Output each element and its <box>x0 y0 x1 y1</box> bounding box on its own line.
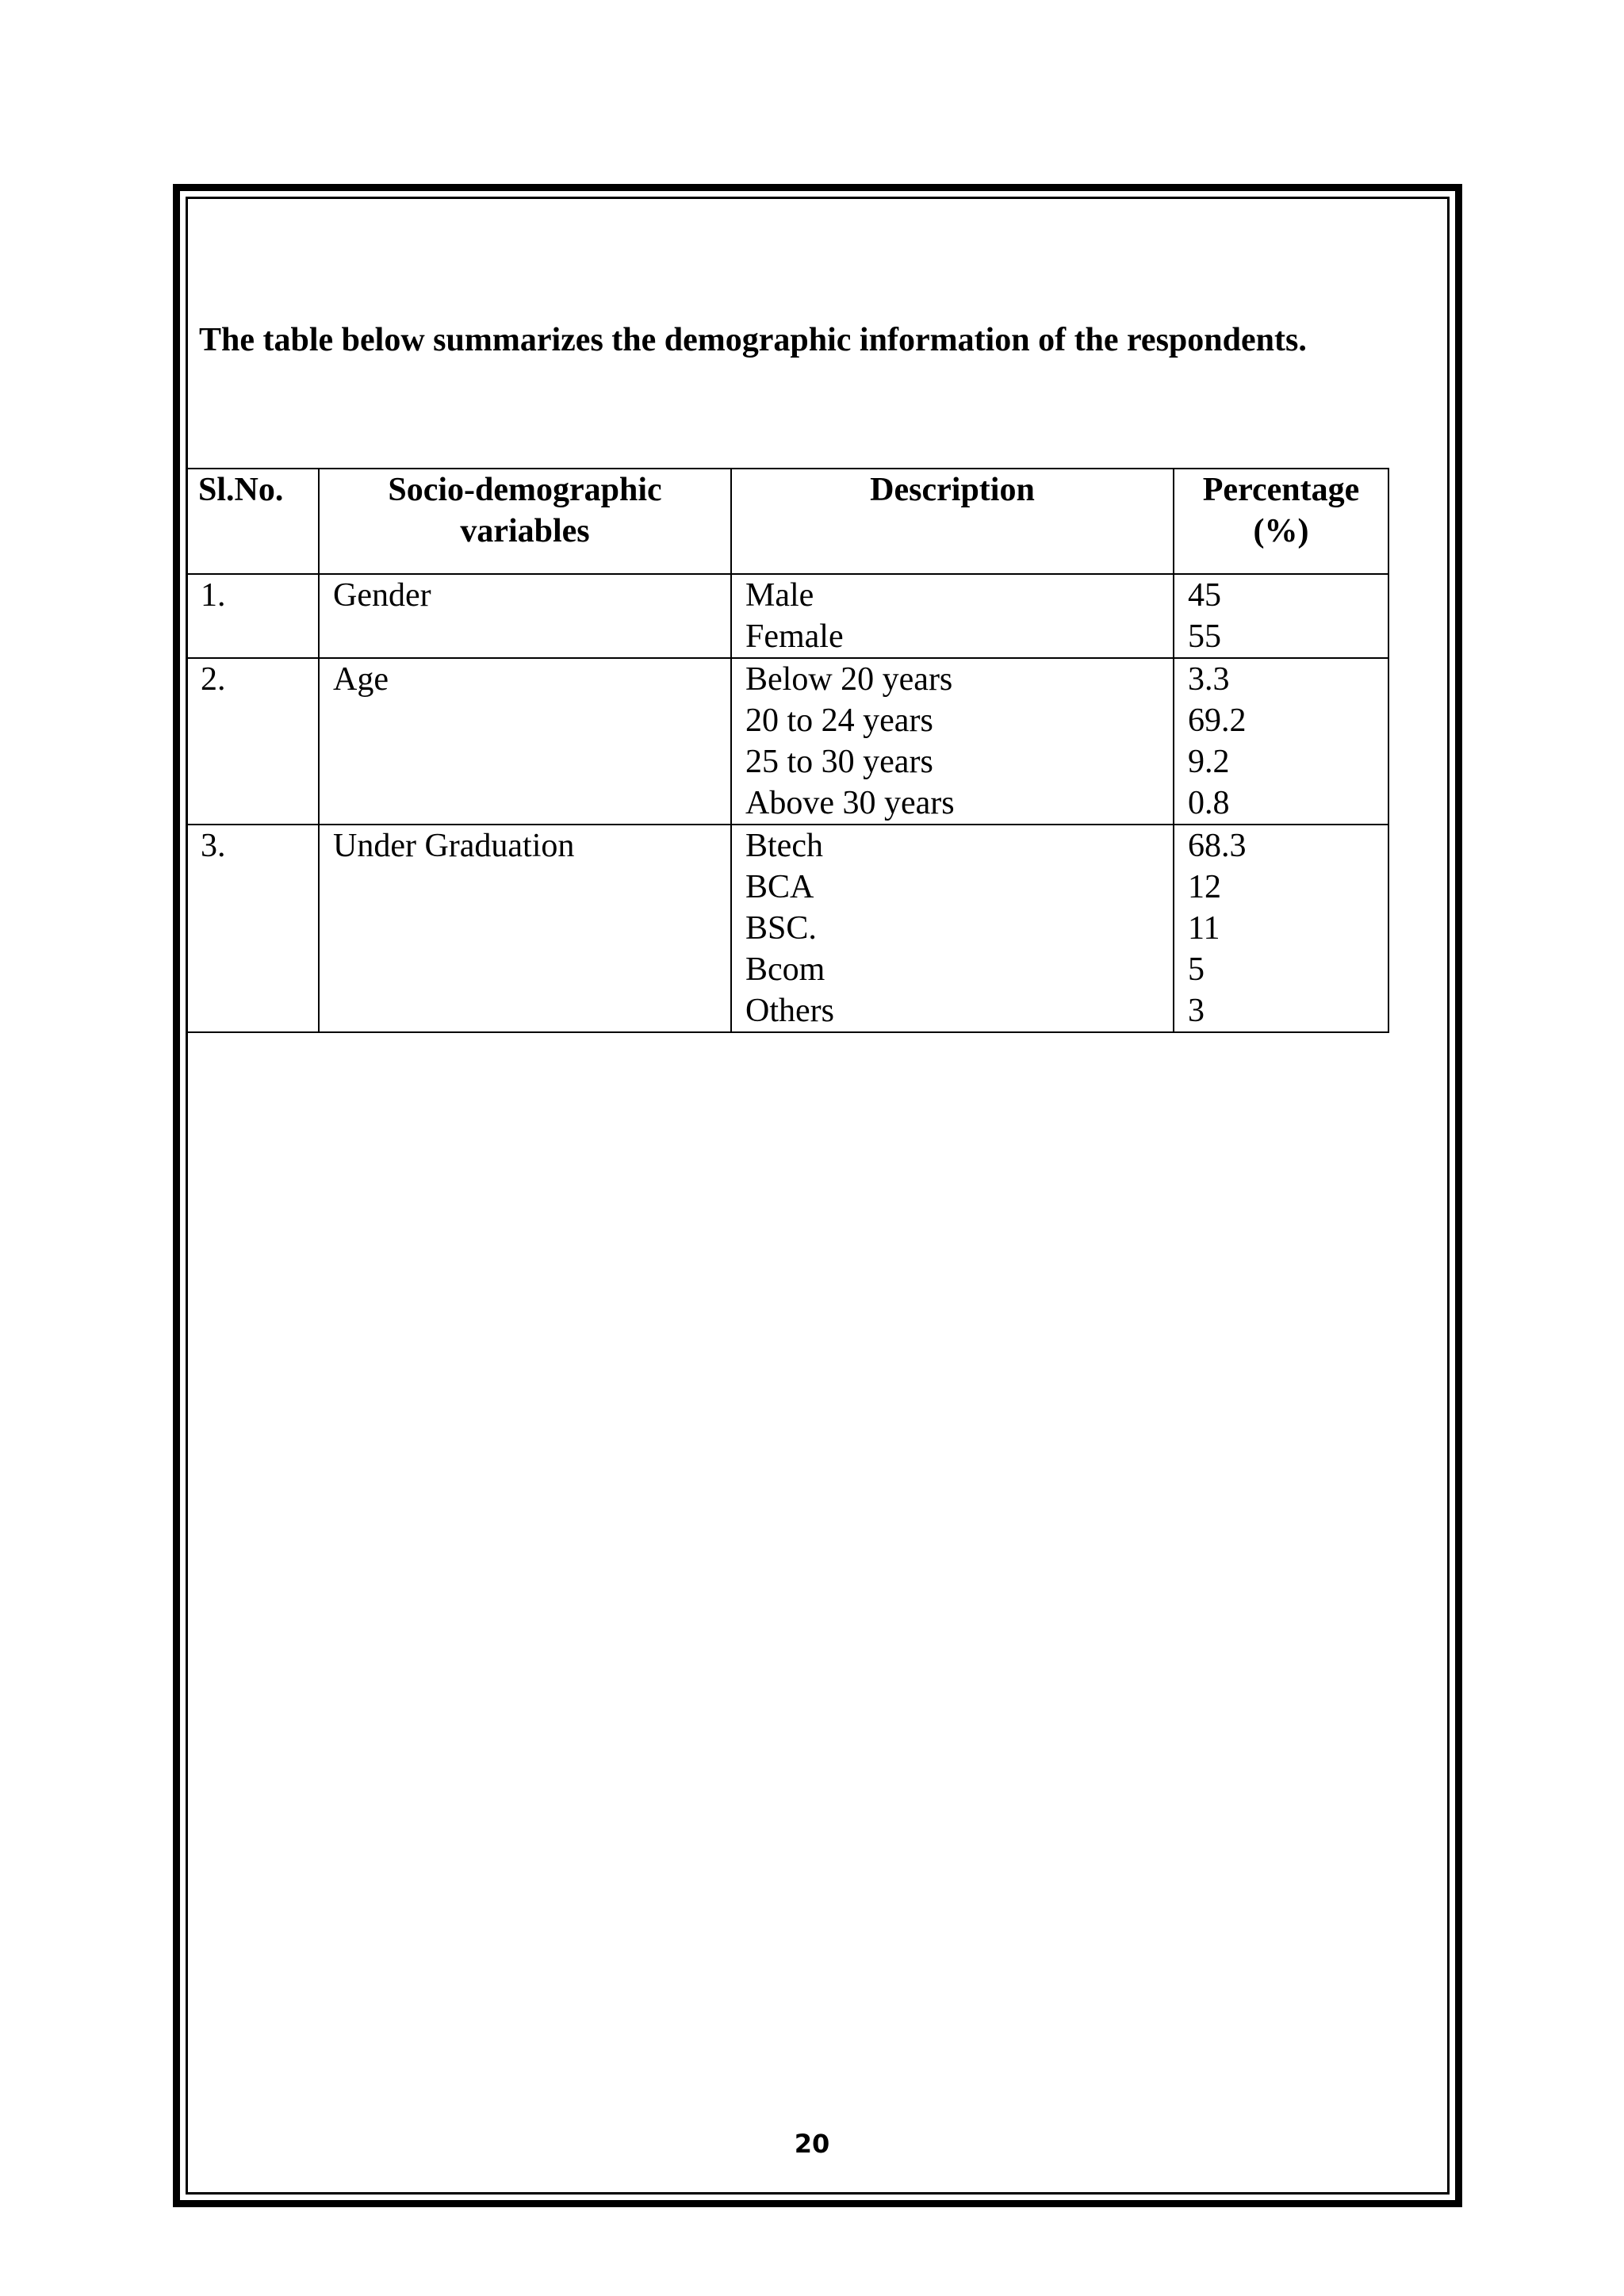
header-variables: Socio-demographic variables <box>319 469 731 574</box>
cell-percentage: 45 55 <box>1174 574 1388 658</box>
cell-description: Male Female <box>731 574 1174 658</box>
header-description: Description <box>731 469 1174 574</box>
header-slno: Sl.No. <box>186 469 319 574</box>
cell-slno: 3. <box>186 825 319 1032</box>
cell-percentage: 3.3 69.2 9.2 0.8 <box>1174 658 1388 825</box>
table-row <box>186 825 1388 1032</box>
intro-sentence: The table below summarizes the demographic information of the respondents. <box>199 322 1307 358</box>
table-row <box>186 574 1388 658</box>
cell-variable: Gender <box>319 574 731 658</box>
cell-slno: 1. <box>186 574 319 658</box>
cell-slno: 2. <box>186 658 319 825</box>
cell-variable: Age <box>319 658 731 825</box>
table-header-row <box>186 469 1388 574</box>
demographic-table <box>186 468 1389 1033</box>
cell-description: Below 20 years 20 to 24 years 25 to 30 years Above 30 years <box>731 658 1174 825</box>
table-row <box>186 658 1388 825</box>
cell-percentage: 68.3 12 11 5 3 <box>1174 825 1388 1032</box>
cell-description: Btech BCA BSC. Bcom Others <box>731 825 1174 1032</box>
cell-variable: Under Graduation <box>319 825 731 1032</box>
page-number: 20 <box>794 2129 830 2159</box>
header-percentage: Percentage (%) <box>1174 469 1388 574</box>
